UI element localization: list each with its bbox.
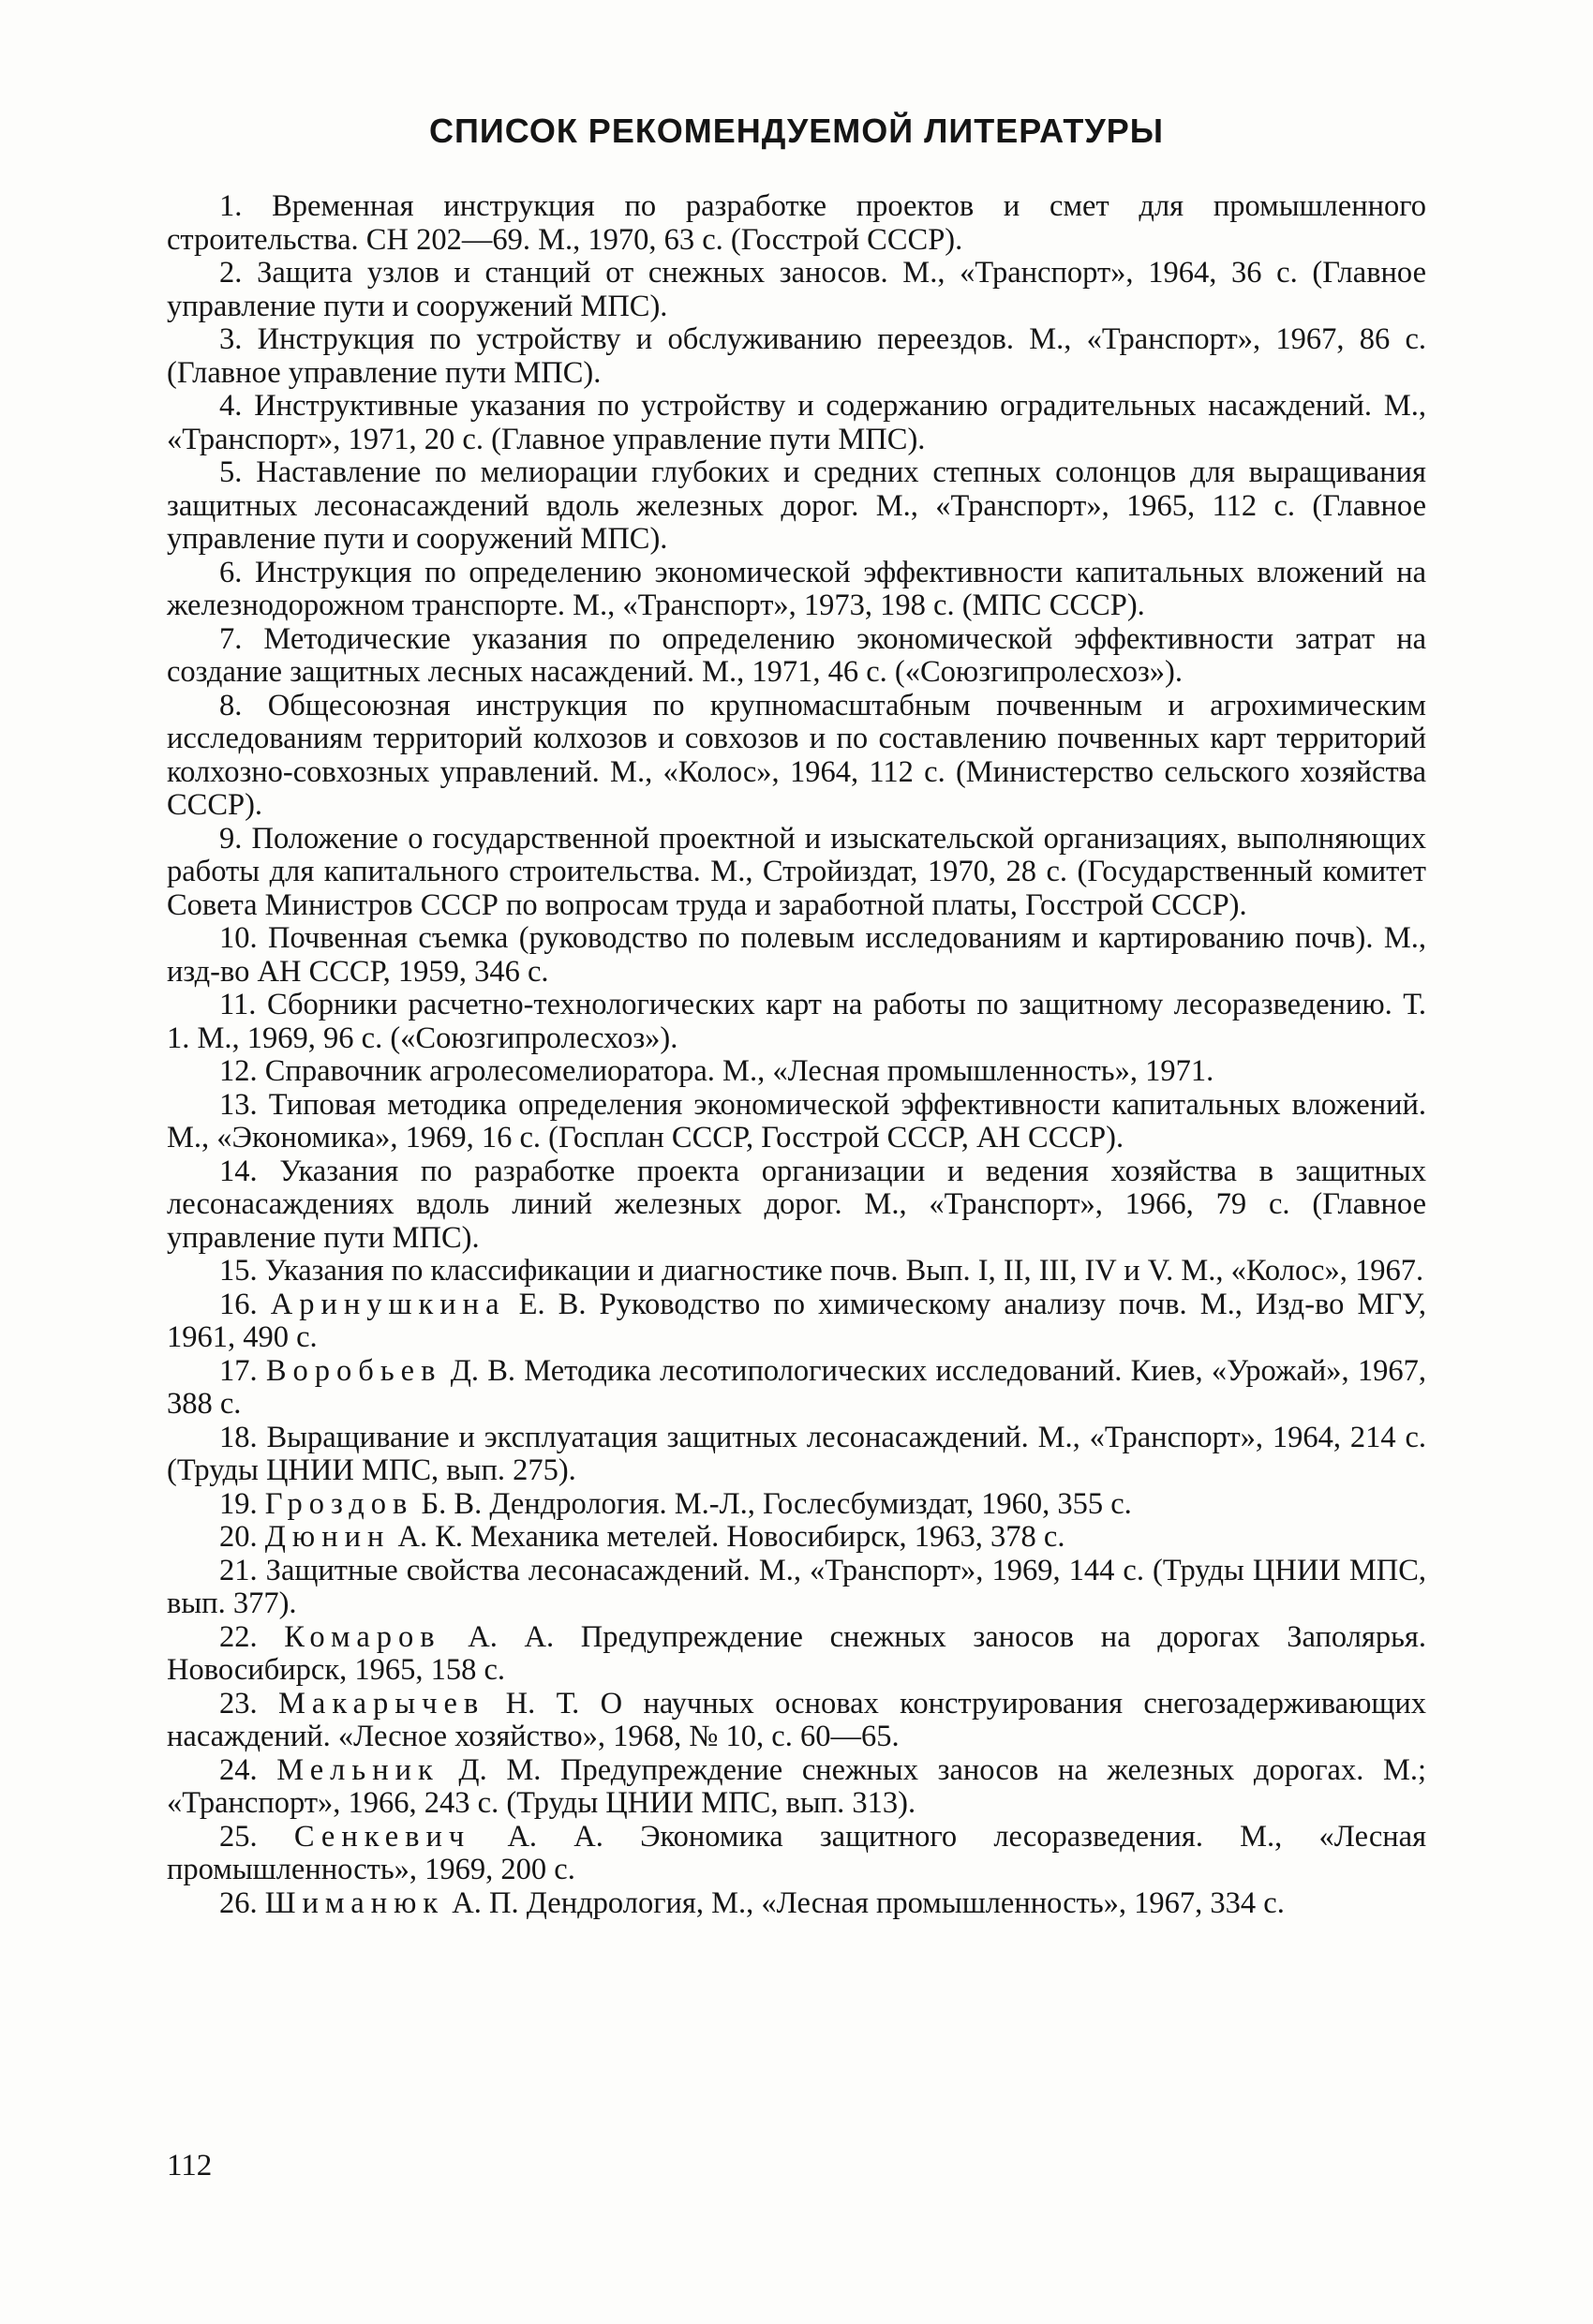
- reference-number: 23.: [219, 1686, 258, 1721]
- reference-number: 1.: [219, 189, 243, 223]
- reference-item: [167, 557, 1426, 623]
- reference-author: Гроздов: [264, 1486, 414, 1521]
- reference-list: [167, 190, 1426, 1920]
- reference-item: [167, 1289, 1426, 1355]
- reference-number: 2.: [219, 256, 243, 290]
- reference-item: [167, 1555, 1426, 1621]
- reference-text: Б. В. Дендрология. М.-Л., Гослесбумиздат, 1960, 355 с.: [421, 1486, 1132, 1521]
- reference-text: Положение о государственной проектной и изыскательской организациях, выполняющих работы для капитального строительства. М., Стройиздат, 1970, 28 с. (Государственный комитет Совета Министров СССР по вопросам труда и заработной платы, Госстрой СССР).: [167, 821, 1426, 922]
- reference-item: [167, 390, 1426, 456]
- reference-number: 21.: [219, 1553, 258, 1587]
- reference-item: [167, 623, 1426, 690]
- reference-text: Почвенная съемка (руководство по полевым исследованиям и картированию почв). М., изд-во АН СССР, 1959, 346 с.: [167, 921, 1426, 989]
- reference-item: [167, 1754, 1426, 1821]
- reference-number: 7.: [219, 621, 243, 656]
- reference-item: [167, 823, 1426, 923]
- reference-item: [167, 1089, 1426, 1155]
- reference-text: А. К. Механика метелей. Новосибирск, 1963, 378 с.: [397, 1520, 1065, 1554]
- reference-number: 13.: [219, 1087, 258, 1122]
- reference-author: Аринушкина: [270, 1287, 506, 1321]
- reference-text: Методические указания по определению экономической эффективности затрат на создание защитных лесных насаждений. М., 1971, 46 с. («Союзгипролесхоз»).: [167, 621, 1427, 689]
- reference-item: [167, 1355, 1426, 1422]
- reference-number: 14.: [219, 1154, 258, 1188]
- reference-number: 8.: [219, 688, 243, 723]
- reference-item: [167, 1521, 1426, 1555]
- reference-item: [167, 1621, 1426, 1688]
- reference-text: Выращивание и эксплуатация защитных лесонасаждений. М., «Транспорт», 1964, 214 с. (Труды ЦНИИ МПС, вып. 275).: [167, 1420, 1426, 1487]
- reference-number: 26.: [219, 1885, 258, 1920]
- reference-number: 19.: [219, 1486, 258, 1521]
- reference-author: Комаров: [284, 1619, 441, 1654]
- reference-number: 3.: [219, 322, 243, 356]
- reference-text: Сборники расчетно-технологических карт на работы по защитному лесоразведению. Т. 1. М., 1969, 96 с. («Союзгипролесхоз»).: [167, 988, 1426, 1055]
- page-title: СПИСОК РЕКОМЕНДУЕМОЙ ЛИТЕРАТУРЫ: [428, 112, 1164, 150]
- reference-item: [167, 1821, 1426, 1887]
- reference-text: Указания по разработке проекта организации и ведения хозяйства в защитных лесонасаждениях вдоль линий железных дорог. М., «Транспорт», 1966, 79 с. (Главное управление пути МПС).: [167, 1154, 1426, 1255]
- reference-author: Макарычев: [278, 1686, 485, 1721]
- reference-text: Н. Т. О научных основах конструирования снегозадерживающих насаждений. «Лесное хозяйство», 1968, № 10, с. 60—65.: [167, 1686, 1427, 1753]
- reference-item: [167, 323, 1426, 390]
- reference-number: 24.: [219, 1752, 258, 1787]
- reference-author: Шиманюк: [264, 1885, 445, 1920]
- reference-number: 5.: [219, 455, 243, 489]
- reference-text: Типовая методика определения экономической эффективности капитальных вложений. М., «Экономика», 1969, 16 с. (Госплан СССР, Госстрой СССР, АН СССР).: [167, 1087, 1427, 1155]
- reference-item: [167, 1488, 1426, 1522]
- reference-number: 20.: [219, 1520, 258, 1554]
- reference-number: 18.: [219, 1420, 258, 1454]
- reference-text: Защитные свойства лесонасаждений. М., «Транспорт», 1969, 144 с. (Труды ЦНИИ МПС, вып. 377).: [167, 1553, 1426, 1620]
- reference-author: Воробьев: [265, 1353, 442, 1388]
- reference-text: Е. В. Руководство по химическому анализу почв. М., Изд-во МГУ, 1961, 490 с.: [167, 1287, 1427, 1354]
- reference-author: Дюнин: [264, 1520, 391, 1554]
- reference-text: Д. В. Методика лесотипологических исследований. Киев, «Урожай», 1967, 388 с.: [167, 1353, 1427, 1421]
- reference-item: [167, 922, 1426, 989]
- reference-text: Инструктивные указания по устройству и содержанию оградительных насаждений. М., «Транспорт», 1971, 20 с. (Главное управление пути МПС).: [167, 389, 1427, 456]
- reference-number: 22.: [219, 1619, 258, 1654]
- reference-text: Временная инструкция по разработке проектов и смет для промышленного строительства. СН 202—69. М., 1970, 63 с. (Госстрой СССР).: [167, 189, 1426, 257]
- page-number: 112: [167, 2149, 213, 2182]
- reference-number: 11.: [219, 988, 257, 1021]
- reference-item: [167, 257, 1426, 323]
- reference-item: [167, 1255, 1426, 1289]
- reference-text: А. П. Дендрология, М., «Лесная промышленность», 1967, 334 с.: [452, 1885, 1285, 1920]
- reference-number: 16.: [219, 1287, 258, 1321]
- reference-text: Инструкция по определению экономической эффективности капитальных вложений на железнодорожном транспорте. М., «Транспорт», 1973, 198 с. (МПС СССР).: [167, 555, 1427, 622]
- reference-number: 10.: [219, 921, 258, 955]
- reference-item: [167, 1422, 1426, 1488]
- reference-text: Наставление по мелиорации глубоких и средних степных солонцов для выращивания защитных лесонасаждений вдоль железных дорог. М., «Транспорт», 1965, 112 с. (Главное управление пути и сооружений МПС).: [167, 455, 1427, 556]
- reference-item: [167, 989, 1426, 1055]
- reference-item: [167, 456, 1426, 557]
- reference-item: [167, 190, 1426, 257]
- reference-text: Справочник агролесомелиоратора. М., «Лесная промышленность», 1971.: [264, 1054, 1214, 1088]
- reference-text: Общесоюзная инструкция по крупномасштабным почвенным и агрохимическим исследованиям территорий колхозов и совхозов и по составлению почвенных карт территорий колхозно-совхозных управлений. М., «Колос», 1964, 112 с. (Министерство сельского хозяйства СССР).: [167, 688, 1426, 822]
- reference-item: [167, 1155, 1426, 1256]
- reference-item: [167, 1055, 1426, 1089]
- reference-item: [167, 1688, 1426, 1754]
- reference-number: 12.: [219, 1054, 258, 1088]
- reference-number: 17.: [219, 1353, 258, 1388]
- reference-number: 25.: [219, 1819, 258, 1854]
- reference-text: А. А. Экономика защитного лесоразведения. М., «Лесная промышленность», 1969, 200 с.: [167, 1819, 1427, 1886]
- reference-author: Мельник: [276, 1752, 439, 1787]
- reference-text: Инструкция по устройству и обслуживанию переездов. М., «Транспорт», 1967, 86 с. (Главное управление пути МПС).: [167, 322, 1427, 390]
- reference-number: 15.: [219, 1254, 258, 1288]
- reference-number: 4.: [219, 389, 243, 423]
- reference-text: А. А. Предупреждение снежных заносов на дорогах Заполярья. Новосибирск, 1965, 158 с.: [167, 1619, 1427, 1687]
- reference-text: Д. М. Предупреждение снежных заносов на железных дорогах. М.; «Транспорт», 1966, 243 с. (Труды ЦНИИ МПС, вып. 313).: [167, 1752, 1427, 1820]
- reference-number: 9.: [219, 821, 243, 856]
- reference-item: [167, 690, 1426, 823]
- reference-author: Сенкевич: [293, 1819, 471, 1854]
- reference-item: [167, 1887, 1426, 1921]
- reference-number: 6.: [219, 555, 243, 589]
- reference-text: Защита узлов и станций от снежных заносов. М., «Транспорт», 1964, 36 с. (Главное управление пути и сооружений МПС).: [167, 256, 1427, 323]
- reference-text: Указания по классификации и диагностике почв. Вып. I, II, III, IV и V. М., «Колос», 1967.: [264, 1254, 1424, 1288]
